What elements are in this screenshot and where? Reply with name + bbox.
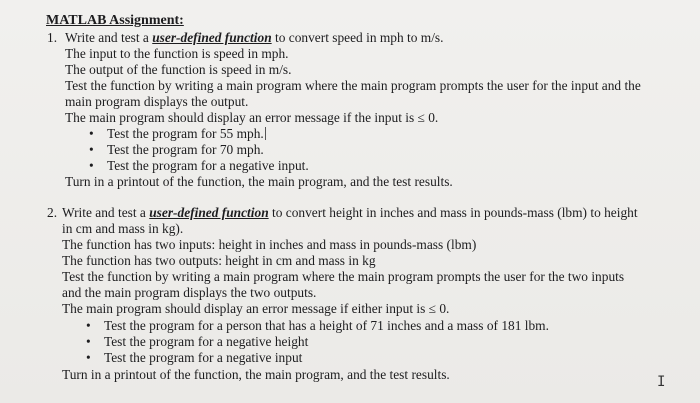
bullet-item: • Test the program for a negative input <box>86 350 303 365</box>
bullet-icon: • <box>86 334 91 349</box>
emphasis-keyword: user-defined function <box>149 205 269 220</box>
text-line: The main program should display an error message if either input is ≤ 0. <box>62 301 450 316</box>
question-intro: Write and test a user-defined function to convert height in inches and mass in pounds-mass (lbm) to height <box>62 205 638 220</box>
bullet-icon: • <box>89 158 94 173</box>
question-number: 1. <box>47 30 58 45</box>
text-line: and the main program displays the two outputs. <box>62 285 317 300</box>
emphasis-keyword: user-defined function <box>152 30 272 45</box>
text-line: Test the function by writing a main program where the main program prompts the user for the two inputs <box>62 269 625 284</box>
text-cursor-icon <box>265 127 266 140</box>
text-line: The function has two outputs: height in cm and mass in kg <box>62 253 376 268</box>
text-line: The output of the function is speed in m/s. <box>65 62 292 77</box>
text-line: Test the function by writing a main program where the main program prompts the user for the input and the <box>65 78 641 93</box>
bullet-icon: • <box>86 318 91 333</box>
text-line: in cm and mass in kg). <box>62 221 184 236</box>
bullet-item: • Test the program for a negative height <box>86 334 309 349</box>
bullet-item: • Test the program for 70 mph. <box>89 142 264 157</box>
text-line: Turn in a printout of the function, the main program, and the test results. <box>62 367 450 382</box>
bullet-item: • Test the program for a negative input. <box>89 158 309 173</box>
bullet-item: • Test the program for a person that has a height of 71 inches and a mass of 181 lbm. <box>86 318 549 333</box>
question-number: 2. <box>47 205 58 220</box>
bullet-icon: • <box>86 350 91 365</box>
text-line: The input to the function is speed in mph. <box>65 46 289 61</box>
bullet-icon: • <box>89 142 94 157</box>
bullet-icon: • <box>89 126 94 141</box>
text-line: main program displays the output. <box>65 94 249 109</box>
question-intro: Write and test a user-defined function to convert speed in mph to m/s. <box>65 30 444 45</box>
text-line: The function has two inputs: height in inches and mass in pounds-mass (lbm) <box>62 237 477 252</box>
text-line: Turn in a printout of the function, the main program, and the test results. <box>65 174 453 189</box>
mouse-ibeam-cursor-icon: I <box>657 374 666 390</box>
bullet-item: • Test the program for 55 mph. <box>89 126 264 141</box>
text-line: The main program should display an error message if the input is ≤ 0. <box>65 110 439 125</box>
document-title: MATLAB Assignment: <box>46 13 184 28</box>
